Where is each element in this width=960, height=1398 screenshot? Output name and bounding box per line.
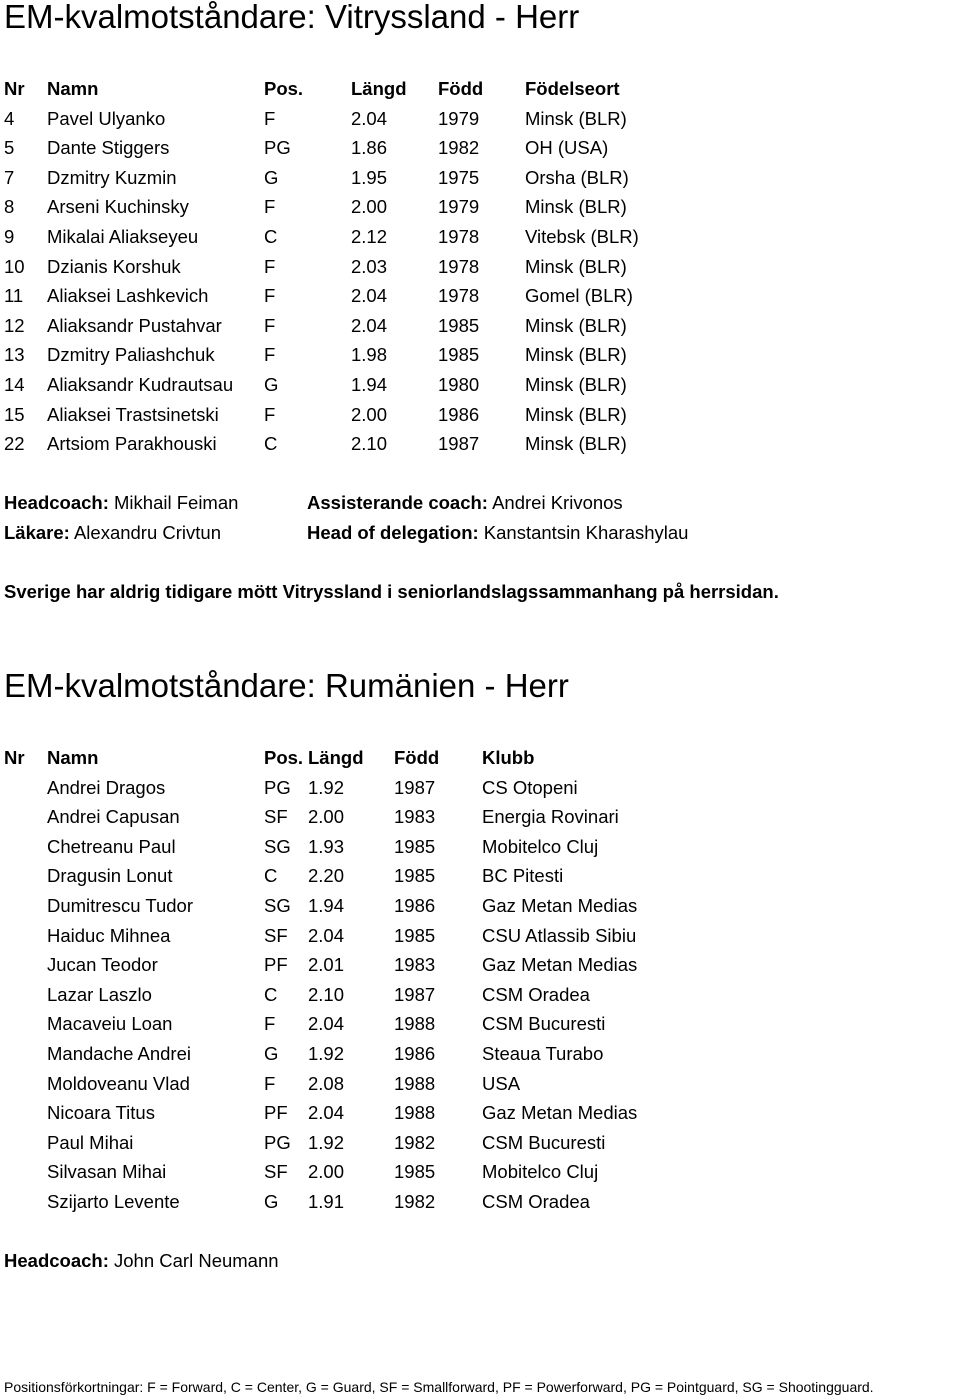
blr-player-born: 1985 — [438, 314, 480, 336]
rou-player-name: Haiduc Mihnea — [47, 924, 171, 946]
blr-assistant — [307, 488, 623, 518]
blr-player-name: Mikalai Aliakseyeu — [47, 225, 199, 247]
rou-player-height: 2.04 — [308, 1102, 345, 1124]
rou-player-club: USA — [482, 1072, 521, 1094]
rou-headcoach — [4, 1246, 279, 1276]
blr-player-born: 1982 — [438, 137, 480, 159]
rou-player-born: 1985 — [394, 865, 436, 887]
rou-player-height: 1.92 — [308, 776, 345, 798]
rou-player-row — [0, 891, 960, 921]
rou-player-height: 1.92 — [308, 1042, 345, 1064]
blr-player-nr: 4 — [4, 107, 15, 129]
blr-player-pos: PG — [264, 137, 291, 159]
blr-player-nr: 7 — [4, 166, 15, 188]
blr-player-row — [0, 281, 960, 311]
rou-roster-body — [0, 773, 960, 1217]
rou-player-name: Macaveiu Loan — [47, 1013, 173, 1035]
rou-player-club: Mobitelco Cluj — [482, 835, 599, 857]
rou-player-height: 2.00 — [308, 1161, 345, 1183]
rou-roster-table — [0, 743, 960, 1217]
blr-player-nr: 11 — [4, 285, 24, 307]
blr-player-nr: 9 — [4, 225, 15, 247]
rou-player-born: 1988 — [394, 1013, 436, 1035]
rou-player-row — [0, 1157, 960, 1187]
blr-headcoach — [4, 488, 238, 518]
rou-player-born: 1983 — [394, 806, 436, 828]
blr-player-height: 1.94 — [351, 373, 388, 395]
blr-player-nr: 10 — [4, 255, 25, 277]
blr-title: EM-kvalmotståndare: Vitryssland - Herr — [4, 0, 580, 35]
blr-player-nr: 13 — [4, 344, 25, 366]
rou-header-born: Född — [394, 747, 440, 768]
rou-player-pos: G — [264, 1190, 279, 1212]
position-abbreviations-footer: Positionsförkortningar: F = Forward, C = Center, G = Guard, SF = Smallforward, PF = Powerforward, PG = Pointguard, SG = Shootingguard. — [4, 1379, 874, 1395]
rou-player-height: 2.01 — [308, 954, 345, 976]
blr-player-birthplace: Minsk (BLR) — [525, 255, 627, 277]
rou-player-born: 1987 — [394, 983, 436, 1005]
blr-player-name: Dzianis Korshuk — [47, 255, 181, 277]
rou-player-height: 2.04 — [308, 1013, 345, 1035]
blr-player-height: 2.04 — [351, 314, 388, 336]
blr-player-born: 1975 — [438, 166, 480, 188]
rou-player-height: 2.20 — [308, 865, 345, 887]
rou-player-club: Energia Rovinari — [482, 806, 619, 828]
blr-player-pos: F — [264, 107, 276, 129]
rou-player-club: CSM Bucuresti — [482, 1131, 606, 1153]
rou-header-name: Namn — [47, 747, 99, 768]
blr-roster-body — [0, 104, 960, 459]
blr-player-born: 1987 — [438, 433, 480, 455]
rou-player-name: Andrei Capusan — [47, 806, 180, 828]
blr-player-name: Dzmitry Paliashchuk — [47, 344, 215, 366]
blr-player-nr: 15 — [4, 403, 25, 425]
blr-player-pos: F — [264, 403, 276, 425]
blr-player-row — [0, 370, 960, 400]
rou-player-born: 1983 — [394, 954, 436, 976]
blr-header-nr: Nr — [4, 78, 25, 99]
blr-doctor-value: Alexandru Crivtun — [73, 522, 221, 543]
blr-player-row — [0, 400, 960, 430]
rou-player-pos: C — [264, 865, 278, 887]
blr-player-height: 2.04 — [351, 107, 388, 129]
rou-player-born: 1986 — [394, 894, 436, 916]
rou-player-row — [0, 1069, 960, 1099]
blr-player-birthplace: Minsk (BLR) — [525, 196, 627, 218]
rou-player-name: Andrei Dragos — [47, 776, 166, 798]
blr-player-pos: G — [264, 166, 279, 188]
blr-player-row — [0, 222, 960, 252]
blr-player-pos: F — [264, 344, 276, 366]
rou-player-club: Mobitelco Cluj — [482, 1161, 599, 1183]
blr-player-height: 2.04 — [351, 285, 388, 307]
rou-player-height: 2.04 — [308, 924, 345, 946]
rou-player-height: 1.94 — [308, 894, 345, 916]
blr-player-height: 2.10 — [351, 433, 388, 455]
blr-player-birthplace: Vitebsk (BLR) — [525, 225, 639, 247]
blr-player-height: 2.12 — [351, 225, 388, 247]
rou-player-pos: F — [264, 1072, 276, 1094]
rou-player-club: BC Pitesti — [482, 865, 564, 887]
rou-player-pos: SF — [264, 806, 288, 828]
blr-player-row — [0, 133, 960, 163]
blr-player-pos: F — [264, 285, 276, 307]
blr-player-height: 2.03 — [351, 255, 388, 277]
rou-player-born: 1986 — [394, 1042, 436, 1064]
rou-player-height: 2.00 — [308, 806, 345, 828]
rou-player-row — [0, 1009, 960, 1039]
rou-player-height: 2.10 — [308, 983, 345, 1005]
rou-player-name: Lazar Laszlo — [47, 983, 152, 1005]
rou-player-name: Paul Mihai — [47, 1131, 134, 1153]
blr-player-born: 1978 — [438, 285, 480, 307]
rou-player-name: Dragusin Lonut — [47, 865, 173, 887]
rou-player-row — [0, 1128, 960, 1158]
rou-player-height: 1.91 — [308, 1190, 345, 1212]
rou-player-pos: C — [264, 983, 278, 1005]
blr-player-height: 1.95 — [351, 166, 388, 188]
rou-title: EM-kvalmotståndare: Rumänien - Herr — [4, 667, 569, 704]
blr-header-born: Född — [438, 78, 484, 99]
rou-player-name: Silvasan Mihai — [47, 1161, 167, 1183]
blr-player-name: Artsiom Parakhouski — [47, 433, 217, 455]
blr-assistant-value: Andrei Krivonos — [492, 492, 623, 513]
blr-player-born: 1986 — [438, 403, 480, 425]
rou-player-name: Nicoara Titus — [47, 1102, 155, 1124]
rou-player-club: CSU Atlassib Sibiu — [482, 924, 637, 946]
blr-delegation — [307, 518, 688, 548]
rou-player-height: 2.08 — [308, 1072, 345, 1094]
blr-player-birthplace: Orsha (BLR) — [525, 166, 629, 188]
rou-player-name: Moldoveanu Vlad — [47, 1072, 190, 1094]
rou-player-club: Gaz Metan Medias — [482, 954, 638, 976]
rou-player-born: 1985 — [394, 835, 436, 857]
rou-player-born: 1985 — [394, 1161, 436, 1183]
blr-player-height: 2.00 — [351, 196, 388, 218]
blr-header-height: Längd — [351, 78, 407, 99]
rou-player-pos: SF — [264, 1161, 288, 1183]
rou-player-pos: PG — [264, 776, 291, 798]
blr-player-name: Dante Stiggers — [47, 137, 170, 159]
rou-player-row — [0, 1098, 960, 1128]
blr-delegation-value: Kanstantsin Kharashylau — [483, 522, 689, 543]
blr-roster-table — [0, 74, 960, 459]
blr-player-name: Pavel Ulyanko — [47, 107, 166, 129]
blr-header-birthplace: Födelseort — [525, 78, 620, 99]
blr-player-row — [0, 163, 960, 193]
rou-player-pos: F — [264, 1013, 276, 1035]
blr-player-row — [0, 340, 960, 370]
rou-player-club: CSM Bucuresti — [482, 1013, 606, 1035]
rou-header-pos: Pos. — [264, 747, 304, 768]
blr-player-pos: F — [264, 255, 276, 277]
rou-player-born: 1982 — [394, 1131, 436, 1153]
blr-player-height: 1.86 — [351, 137, 388, 159]
rou-headcoach-label: Headcoach: — [4, 1250, 109, 1271]
rou-player-club: CSM Oradea — [482, 983, 590, 1005]
blr-player-name: Aliaksei Trastsinetski — [47, 403, 219, 425]
rou-player-row — [0, 980, 960, 1010]
rou-player-club: Gaz Metan Medias — [482, 894, 638, 916]
rou-player-pos: G — [264, 1042, 279, 1064]
blr-player-name: Arseni Kuchinsky — [47, 196, 189, 218]
blr-player-birthplace: Minsk (BLR) — [525, 373, 627, 395]
blr-player-birthplace: Minsk (BLR) — [525, 107, 627, 129]
rou-header-height: Längd — [308, 747, 364, 768]
blr-header-row — [0, 74, 960, 104]
blr-player-row — [0, 192, 960, 222]
blr-player-row — [0, 311, 960, 341]
rou-player-club: CS Otopeni — [482, 776, 578, 798]
blr-player-pos: F — [264, 314, 276, 336]
blr-player-pos: G — [264, 373, 279, 395]
rou-player-name: Jucan Teodor — [47, 954, 158, 976]
blr-player-birthplace: Gomel (BLR) — [525, 285, 633, 307]
blr-player-birthplace: OH (USA) — [525, 137, 609, 159]
blr-player-born: 1979 — [438, 107, 480, 129]
blr-player-born: 1979 — [438, 196, 480, 218]
blr-player-row — [0, 252, 960, 282]
rou-player-club: CSM Oradea — [482, 1190, 590, 1212]
blr-player-pos: F — [264, 196, 276, 218]
rou-headcoach-value: John Carl Neumann — [114, 1250, 279, 1271]
blr-player-row — [0, 104, 960, 134]
rou-player-row — [0, 802, 960, 832]
blr-player-birthplace: Minsk (BLR) — [525, 433, 627, 455]
rou-player-row — [0, 1039, 960, 1069]
blr-player-nr: 14 — [4, 373, 25, 395]
rou-player-name: Szijarto Levente — [47, 1190, 180, 1212]
blr-headcoach-value: Mikhail Feiman — [114, 492, 239, 513]
rou-player-row — [0, 773, 960, 803]
blr-player-birthplace: Minsk (BLR) — [525, 344, 627, 366]
blr-player-name: Aliaksandr Pustahvar — [47, 314, 222, 336]
blr-doctor-label: Läkare: — [4, 522, 70, 543]
blr-player-birthplace: Minsk (BLR) — [525, 314, 627, 336]
blr-player-birthplace: Minsk (BLR) — [525, 403, 627, 425]
blr-player-nr: 22 — [4, 433, 25, 455]
rou-header-row — [0, 743, 960, 773]
blr-player-height: 2.00 — [351, 403, 388, 425]
blr-player-born: 1980 — [438, 373, 480, 395]
blr-player-nr: 8 — [4, 196, 15, 218]
blr-player-name: Aliaksei Lashkevich — [47, 285, 209, 307]
rou-player-row — [0, 950, 960, 980]
blr-player-name: Dzmitry Kuzmin — [47, 166, 177, 188]
rou-player-born: 1988 — [394, 1072, 436, 1094]
rou-player-pos: PG — [264, 1131, 291, 1153]
rou-player-name: Dumitrescu Tudor — [47, 894, 193, 916]
rou-player-pos: PF — [264, 954, 288, 976]
blr-header-name: Namn — [47, 78, 99, 99]
blr-player-name: Aliaksandr Kudrautsau — [47, 373, 234, 395]
blr-statement: Sverige har aldrig tidigare mött Vitryssland i seniorlandslagssammanhang på herrsidan. — [4, 581, 779, 602]
blr-player-height: 1.98 — [351, 344, 388, 366]
rou-header-club: Klubb — [482, 747, 535, 768]
blr-delegation-label: Head of delegation: — [307, 522, 479, 543]
rou-player-club: Gaz Metan Medias — [482, 1102, 638, 1124]
blr-header-pos: Pos. — [264, 78, 304, 99]
rou-player-born: 1988 — [394, 1102, 436, 1124]
blr-player-nr: 5 — [4, 137, 15, 159]
blr-player-row — [0, 429, 960, 459]
rou-player-pos: PF — [264, 1102, 288, 1124]
blr-player-pos: C — [264, 433, 278, 455]
rou-player-pos: SG — [264, 894, 291, 916]
blr-headcoach-label: Headcoach: — [4, 492, 109, 513]
rou-player-born: 1987 — [394, 776, 436, 798]
blr-player-pos: C — [264, 225, 278, 247]
blr-player-born: 1978 — [438, 225, 480, 247]
rou-player-pos: SG — [264, 835, 291, 857]
rou-player-height: 1.92 — [308, 1131, 345, 1153]
blr-player-born: 1985 — [438, 344, 480, 366]
blr-doctor — [4, 518, 221, 548]
rou-player-club: Steaua Turabo — [482, 1042, 604, 1064]
rou-player-pos: SF — [264, 924, 288, 946]
rou-player-row — [0, 1187, 960, 1217]
rou-player-name: Chetreanu Paul — [47, 835, 176, 857]
rou-player-row — [0, 921, 960, 951]
rou-player-row — [0, 861, 960, 891]
blr-player-nr: 12 — [4, 314, 25, 336]
rou-player-row — [0, 832, 960, 862]
blr-assistant-label: Assisterande coach: — [307, 492, 488, 513]
rou-player-born: 1985 — [394, 924, 436, 946]
rou-header-nr: Nr — [4, 747, 25, 768]
rou-player-height: 1.93 — [308, 835, 345, 857]
rou-player-born: 1982 — [394, 1190, 436, 1212]
blr-player-born: 1978 — [438, 255, 480, 277]
rou-player-name: Mandache Andrei — [47, 1042, 191, 1064]
